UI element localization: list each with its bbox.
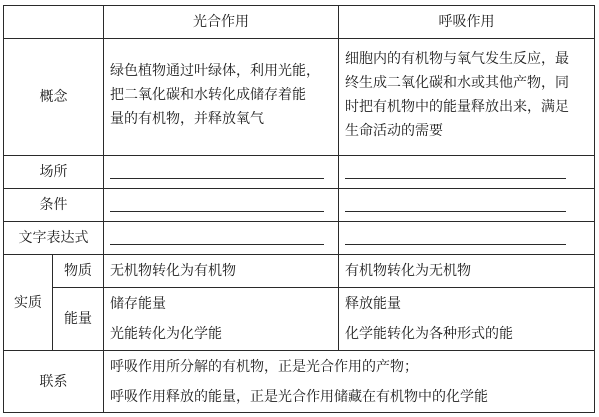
energy-photosynthesis-line-2: 光能转化为化学能 — [110, 326, 222, 342]
fill-in-line — [110, 211, 324, 212]
equation-row — [4, 222, 595, 255]
concept-respiration-line-3: 时把有机物中的能量释放出来，满足 — [345, 99, 569, 115]
equation-label: 文字表达式 — [4, 222, 104, 255]
energy-respiration-line-2: 化学能转化为各种形式的能 — [345, 326, 513, 342]
header-respiration: 呼吸作用 — [339, 6, 595, 39]
matter-label: 物质 — [53, 255, 104, 288]
concept-label: 概念 — [4, 39, 104, 156]
fill-in-line — [345, 211, 566, 212]
fill-in-line — [110, 244, 324, 245]
concept-respiration — [339, 39, 595, 156]
relation-line-1: 呼吸作用所分解的有机物，正是光合作用的产物； — [110, 358, 418, 375]
relation-row — [4, 351, 595, 413]
energy-label: 能量 — [53, 288, 104, 351]
concept-row — [4, 39, 595, 156]
concept-photosynthesis — [104, 39, 339, 156]
header-row — [4, 6, 595, 39]
essence-matter-row — [4, 255, 595, 288]
relation-line-2: 呼吸作用释放的能量，正是光合作用储藏在有机物中的化学能 — [110, 388, 488, 405]
energy-respiration — [339, 288, 595, 351]
concept-photosynthesis-line-2: 把二氧化碳和水转化成储存着能 — [110, 87, 306, 103]
fill-in-line — [345, 178, 566, 179]
header-corner-cell — [4, 6, 104, 39]
equation-respiration-blank[interactable] — [339, 222, 595, 255]
fill-in-line — [110, 178, 324, 179]
matter-photosynthesis: 无机物转化为有机物 — [104, 255, 339, 288]
condition-respiration-blank[interactable] — [339, 189, 595, 222]
condition-label: 条件 — [4, 189, 104, 222]
equation-photosynthesis-blank[interactable] — [104, 222, 339, 255]
essence-label: 实质 — [4, 255, 53, 351]
relation-content — [104, 351, 595, 413]
relation-label: 联系 — [4, 351, 104, 413]
place-label: 场所 — [4, 156, 104, 189]
energy-photosynthesis-line-1: 储存能量 — [110, 296, 166, 312]
condition-photosynthesis-blank[interactable] — [104, 189, 339, 222]
comparison-table — [3, 5, 595, 413]
place-respiration-blank[interactable] — [339, 156, 595, 189]
energy-photosynthesis — [104, 288, 339, 351]
concept-respiration-line-2: 终生成二氧化碳和水或其他产物，同 — [345, 75, 569, 91]
place-photosynthesis-blank[interactable] — [104, 156, 339, 189]
energy-respiration-line-1: 释放能量 — [345, 296, 401, 312]
concept-photosynthesis-line-3: 量的有机物，并释放氧气 — [110, 111, 264, 127]
concept-respiration-line-4: 生命活动的需要 — [345, 123, 443, 139]
fill-in-line — [345, 244, 566, 245]
condition-row — [4, 189, 595, 222]
concept-respiration-line-1: 细胞内的有机物与氧气发生反应，最 — [345, 51, 569, 67]
header-photosynthesis: 光合作用 — [104, 6, 339, 39]
matter-respiration: 有机物转化为无机物 — [339, 255, 595, 288]
place-row — [4, 156, 595, 189]
concept-photosynthesis-line-1: 绿色植物通过叶绿体，利用光能， — [110, 63, 320, 79]
essence-energy-row — [4, 288, 595, 351]
